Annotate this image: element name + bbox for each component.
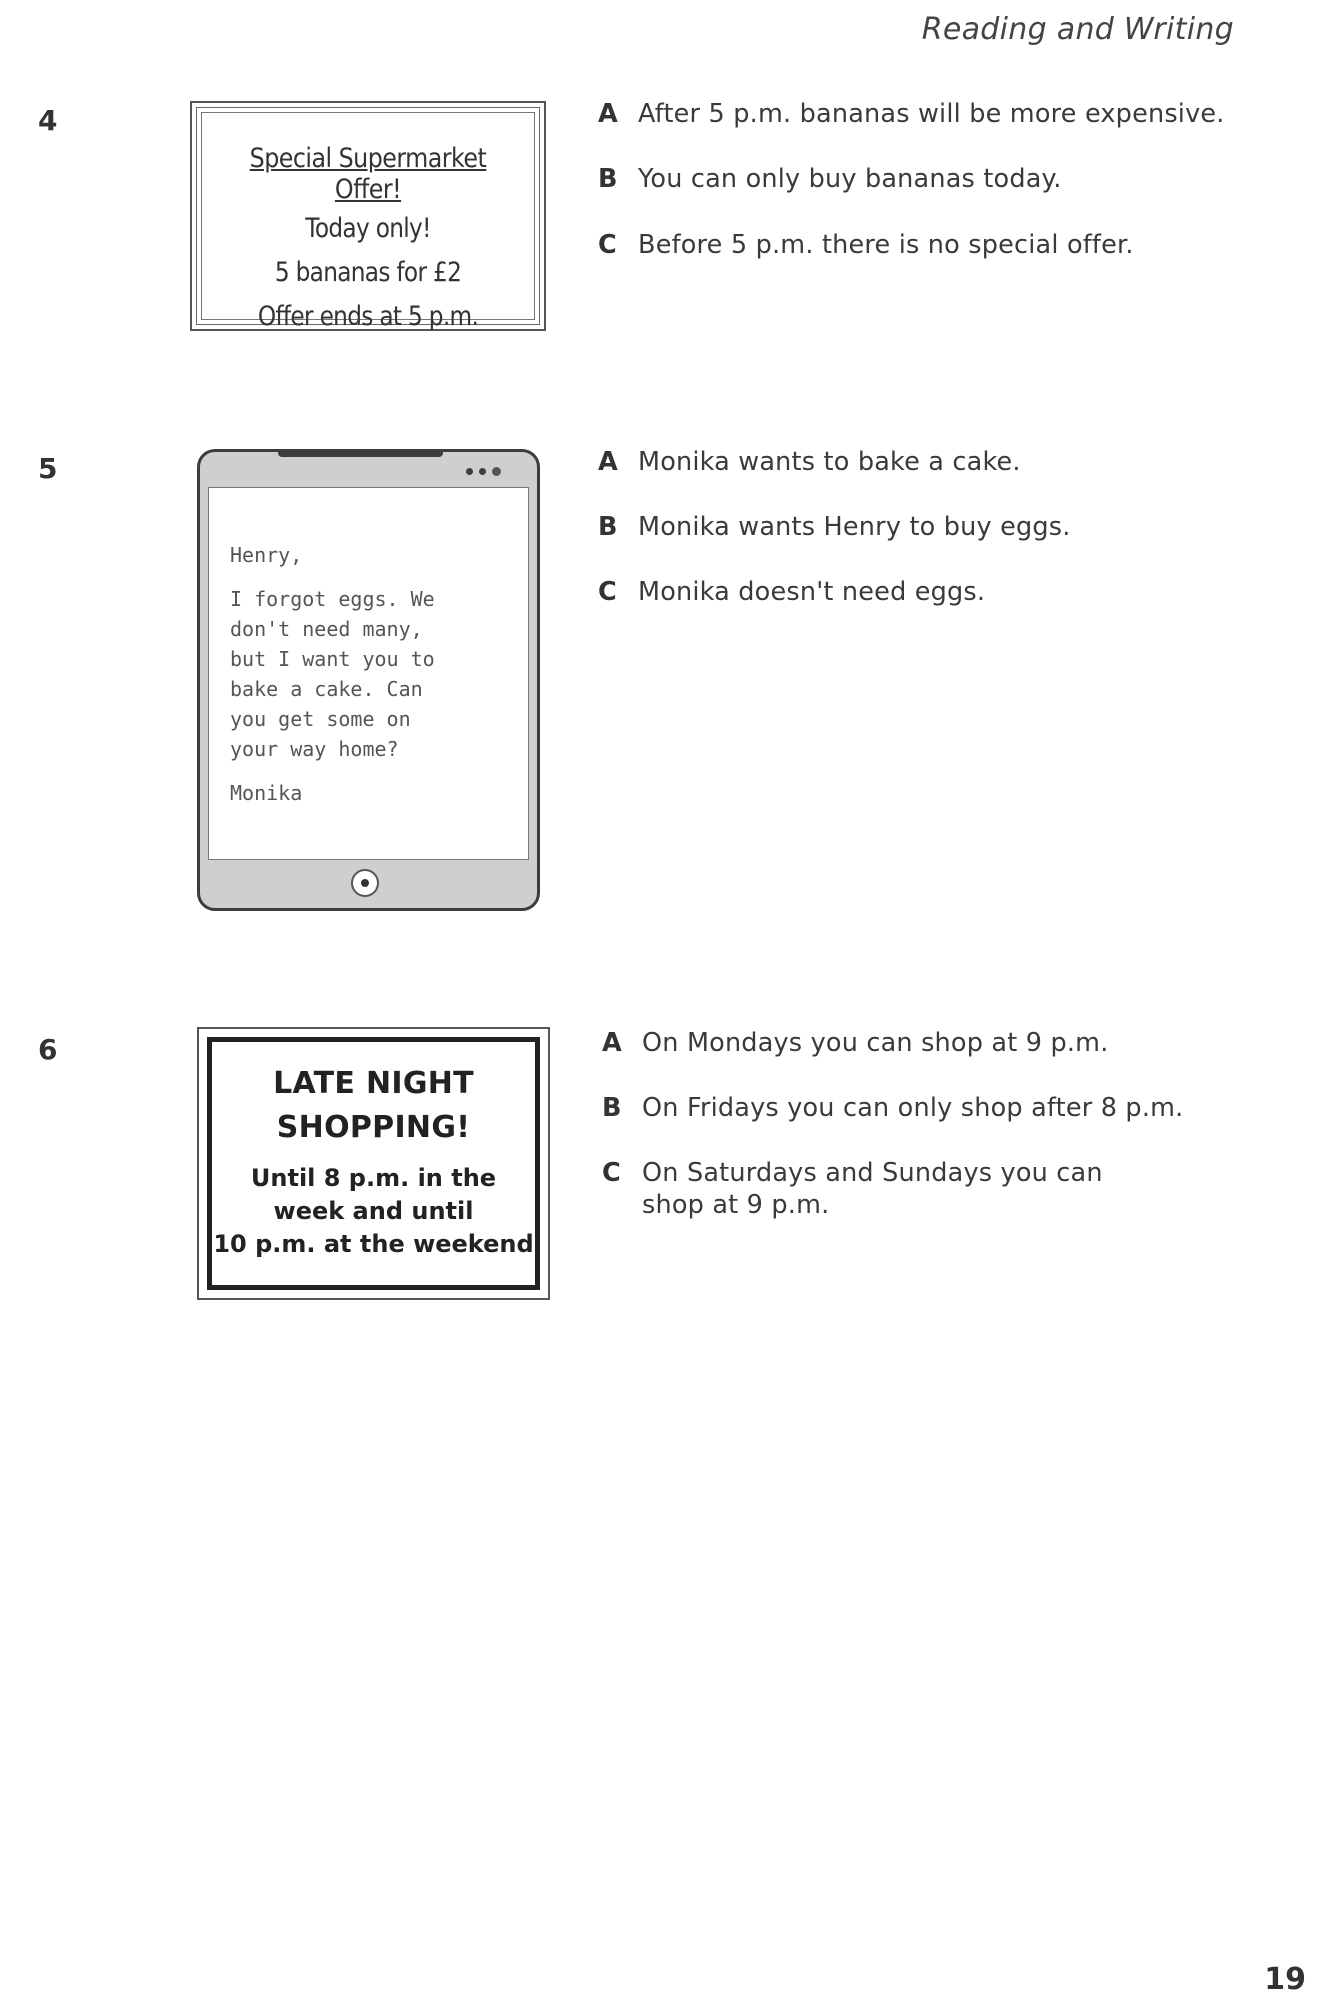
message-body-line: your way home? [230,737,399,761]
option-a[interactable] [598,98,1225,130]
supermarket-offer-notice [190,101,546,331]
sign-title-line: SHOPPING! [276,1110,471,1145]
option-text: Monika doesn't need eggs. [638,577,986,607]
late-night-shopping-sign [197,1027,550,1300]
option-text: On Fridays you can only shop after 8 p.m. [642,1093,1184,1123]
phone-message [197,449,540,911]
sign-title [212,1062,535,1150]
option-letter: B [598,164,618,194]
option-c[interactable] [602,1157,1142,1221]
option-b[interactable] [598,511,1071,543]
page-number: 19 [1264,1962,1306,1997]
option-letter: A [602,1028,622,1058]
message-body-line: bake a cake. Can [230,677,423,701]
camera-dot-icon [479,468,486,475]
option-letter: A [598,447,618,477]
option-letter: C [598,230,617,260]
option-letter: A [598,99,618,129]
message-signature: Monika [230,781,303,805]
sign-body-line: Until 8 p.m. in the [250,1164,497,1192]
option-text: Monika wants to bake a cake. [638,447,1021,477]
phone-screen [208,487,529,860]
question-number-6: 6 [38,1033,58,1066]
sign-body-line: 10 p.m. at the weekend [213,1230,534,1258]
option-text: After 5 p.m. bananas will be more expensive. [638,99,1225,129]
option-text: On Saturdays and Sundays you can shop at 9 p.m. [642,1158,1103,1220]
sign-title-line: LATE NIGHT [273,1066,474,1101]
notice-border [196,107,540,332]
option-letter: C [598,577,617,607]
option-a[interactable] [602,1027,1109,1059]
message-body-line: you get some on [230,707,411,731]
option-letter: B [602,1093,622,1123]
question-number-4: 4 [38,104,58,137]
question-number-5: 5 [38,452,58,485]
option-a[interactable] [598,446,1021,478]
home-button-dot [361,879,369,887]
option-letter: C [602,1158,621,1188]
home-button-icon [351,869,379,897]
notice-line: Offer ends at 5 p.m. [257,301,479,332]
phone-speaker [278,449,443,457]
notice-content [201,112,535,332]
option-b[interactable] [602,1092,1183,1124]
message-greeting: Henry, [230,543,303,567]
option-letter: B [598,512,618,542]
page-header-title: Reading and Writing [921,12,1234,47]
option-text: Before 5 p.m. there is no special offer. [638,230,1134,260]
option-c[interactable] [598,576,985,608]
option-c[interactable] [598,229,1134,261]
option-text: On Mondays you can shop at 9 p.m. [642,1028,1109,1058]
notice-line: 5 bananas for £2 [274,257,462,288]
message-body-line: I forgot eggs. We [230,587,435,611]
notice-line: Today only! [305,213,431,244]
option-text: Monika wants Henry to buy eggs. [638,512,1071,542]
sign-content [207,1037,540,1290]
message-body-line: don't need many, [230,617,423,641]
option-b[interactable] [598,163,1062,195]
notice-title: Special Supermarket Offer! [249,143,487,205]
sign-body [212,1162,535,1261]
camera-dot-icon [466,468,473,475]
message-body-line: but I want you to [230,647,435,671]
camera-lens-icon [492,467,501,476]
option-text: You can only buy bananas today. [638,164,1062,194]
sign-body-line: week and until [273,1197,474,1225]
